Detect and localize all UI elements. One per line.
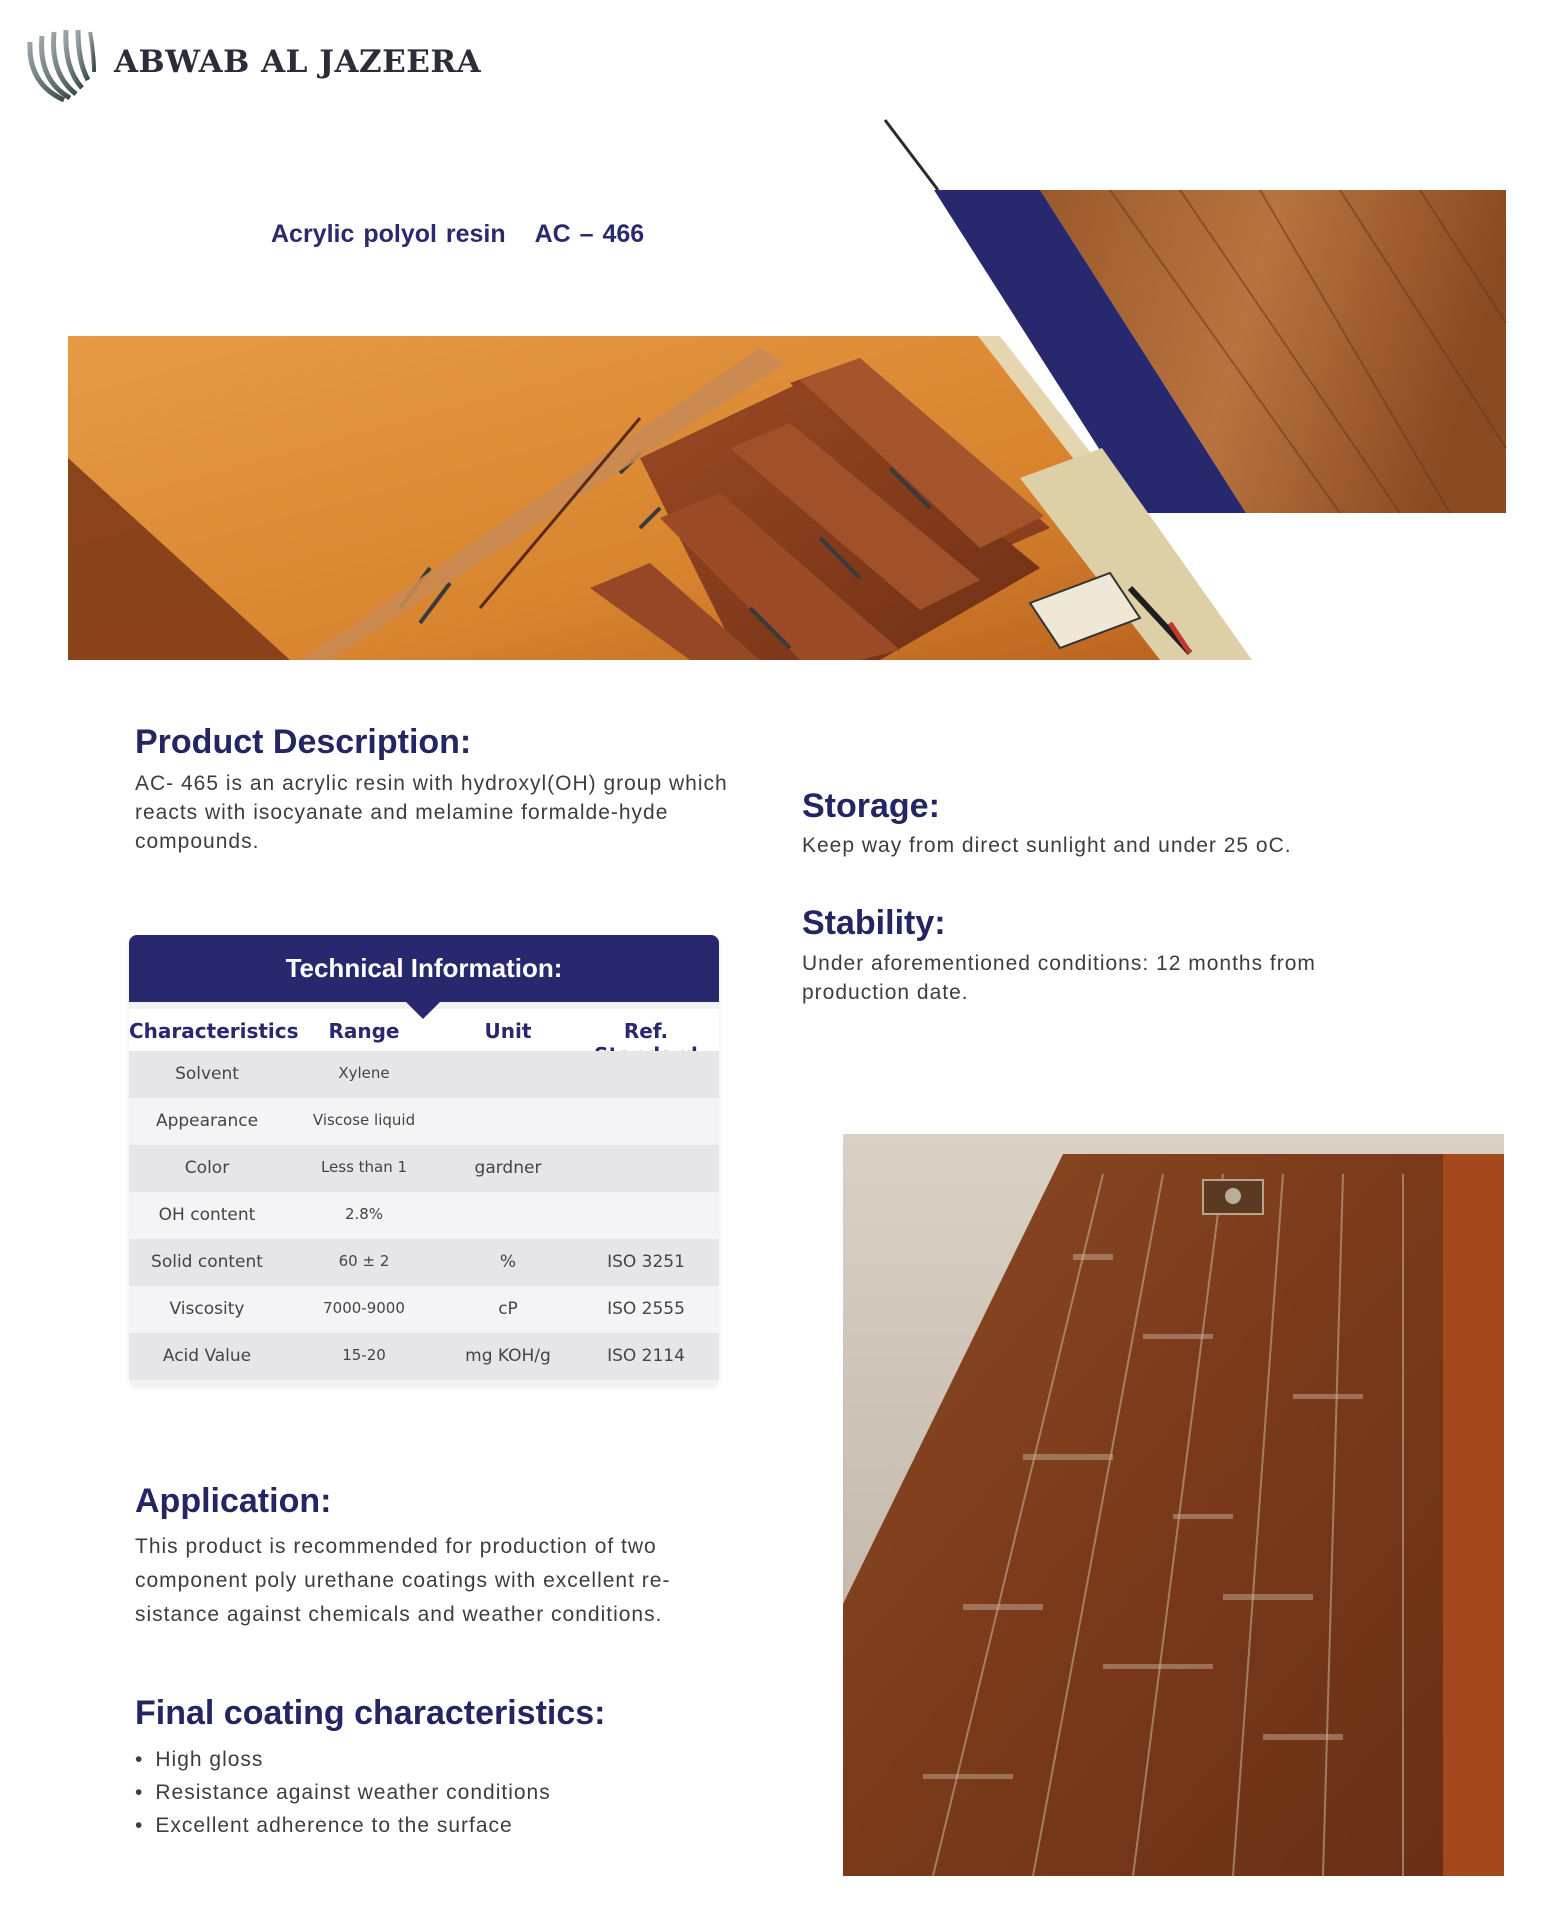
- cell-ref-standard: ISO 2114: [607, 1346, 685, 1366]
- storage-heading: Storage:: [802, 787, 940, 825]
- cell-unit: %: [499, 1252, 517, 1272]
- cell-characteristic: Solvent: [175, 1064, 239, 1084]
- list-item: • Excellent adherence to the surface: [135, 1809, 735, 1842]
- column-header-range: Range: [328, 1019, 400, 1043]
- cell-range: 2.8%: [344, 1205, 384, 1223]
- company-logo-icon: [20, 28, 100, 102]
- list-item: • Resistance against weather conditions: [135, 1776, 735, 1809]
- table-row: [129, 1051, 719, 1098]
- cell-characteristic: Solid content: [151, 1252, 263, 1272]
- cell-range: 7000-9000: [323, 1299, 405, 1317]
- final-coating-heading: Final coating characteristics:: [135, 1694, 606, 1732]
- application-heading: Application:: [135, 1482, 332, 1520]
- cell-unit: gardner: [474, 1158, 542, 1178]
- technical-information-table: [129, 935, 719, 1385]
- product-description-heading: Product Description:: [135, 723, 472, 761]
- table-row: [129, 1098, 719, 1145]
- table-row: [129, 1333, 719, 1380]
- product-code: AC – 466: [534, 220, 645, 248]
- column-header-ref-standard: Ref.: [623, 1019, 669, 1043]
- table-row: [129, 1145, 719, 1192]
- cell-characteristic: Viscosity: [169, 1299, 245, 1319]
- storage-text: Keep way from direct sunlight and under 25 oC.: [802, 834, 1292, 857]
- cell-range: Viscose liquid: [312, 1111, 416, 1129]
- column-header-unit: Unit: [484, 1019, 532, 1043]
- product-description-text: AC- 465 is an acrylic resin with hydroxyl(OH) group which reacts with isocyanate and melamine formalde-hyde compounds.: [135, 772, 728, 853]
- application-text: This product is recommended for production of two component poly urethane coatings with excellent re-sistance against chemicals and weather conditions.: [135, 1535, 671, 1626]
- product-title: [271, 220, 644, 249]
- cell-range: 60 ± 2: [338, 1252, 390, 1270]
- table-row: [129, 1286, 719, 1333]
- hero-banner-image: [0, 118, 1546, 678]
- brand-name: ABWAB AL JAZEERA: [114, 44, 482, 80]
- cell-characteristic: OH content: [158, 1205, 256, 1225]
- cell-range: 15-20: [342, 1346, 386, 1364]
- cell-characteristic: Appearance: [155, 1111, 259, 1131]
- cell-unit: cP: [498, 1299, 518, 1319]
- cell-characteristic: Color: [184, 1158, 230, 1178]
- table-body: [129, 1051, 719, 1380]
- cell-range: Less than 1: [320, 1158, 408, 1176]
- list-item: • High gloss: [135, 1743, 735, 1776]
- stability-heading: Stability:: [802, 904, 946, 942]
- weathered-wood-door-image: [843, 1134, 1504, 1876]
- product-name: Acrylic polyol resin: [271, 220, 506, 248]
- final-coating-list: [135, 1743, 735, 1842]
- column-header-characteristics: Characteristics: [129, 1019, 299, 1043]
- cell-ref-standard: ISO 2555: [607, 1299, 685, 1319]
- cell-characteristic: Acid Value: [162, 1346, 252, 1366]
- cell-range: Xylene: [338, 1064, 390, 1082]
- table-row: [129, 1239, 719, 1286]
- cell-ref-standard: ISO 3251: [607, 1252, 685, 1272]
- cell-unit: mg KOH/g: [465, 1346, 551, 1366]
- table-row: [129, 1192, 719, 1239]
- table-title-pointer: [405, 1001, 441, 1019]
- stability-text: Under aforementioned conditions: 12 months from production date.: [802, 952, 1316, 1004]
- table-title: Technical Information:: [285, 953, 563, 983]
